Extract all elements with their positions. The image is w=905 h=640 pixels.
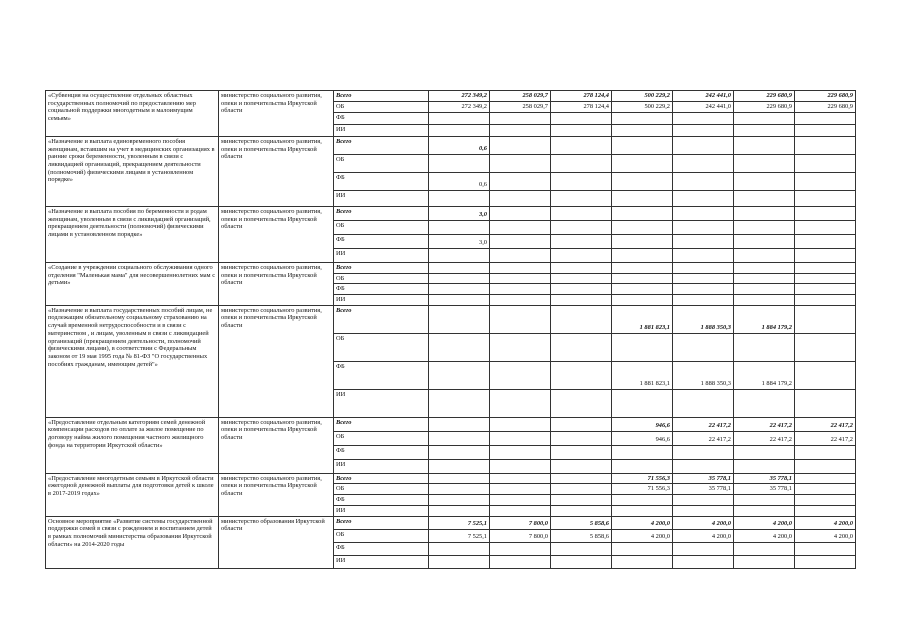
amount-cell: 946,6	[612, 431, 673, 445]
amount-cell	[490, 333, 551, 361]
amount-cell	[490, 361, 551, 389]
amount-cell	[612, 155, 673, 173]
funding-source-label: Всего	[334, 516, 429, 529]
amount-cell	[734, 113, 795, 125]
amount-cell: 1 888 350,3	[673, 305, 734, 333]
amount-cell	[795, 155, 856, 173]
amount-cell	[612, 137, 673, 155]
amount-cell	[551, 191, 612, 207]
amount-cell	[612, 235, 673, 249]
amount-cell	[551, 417, 612, 431]
amount-cell	[612, 221, 673, 235]
amount-cell	[795, 113, 856, 125]
funding-source-label: ИИ	[334, 125, 429, 137]
amount-cell	[734, 295, 795, 306]
amount-cell	[673, 263, 734, 274]
amount-cell	[429, 333, 490, 361]
amount-cell	[490, 542, 551, 555]
amount-cell	[612, 505, 673, 516]
amount-cell	[612, 249, 673, 263]
amount-cell	[795, 284, 856, 295]
amount-cell	[734, 221, 795, 235]
amount-cell	[490, 113, 551, 125]
amount-cell	[429, 155, 490, 173]
amount-cell: 4 200,0	[734, 516, 795, 529]
amount-cell	[490, 473, 551, 484]
amount-cell	[429, 505, 490, 516]
amount-cell: 22 417,2	[673, 431, 734, 445]
responsible-organization: министерство образования Иркутской области	[219, 516, 334, 568]
amount-cell	[795, 221, 856, 235]
amount-cell	[551, 305, 612, 333]
funding-source-label: ФБ	[334, 235, 429, 249]
amount-cell: 278 124,4	[551, 102, 612, 113]
funding-source-label: ФБ	[334, 284, 429, 295]
funding-source-label: ИИ	[334, 191, 429, 207]
amount-cell	[429, 263, 490, 274]
amount-cell: 229 680,9	[795, 91, 856, 102]
amount-cell: 229 680,9	[795, 102, 856, 113]
amount-cell: 500 229,2	[612, 91, 673, 102]
amount-cell	[795, 191, 856, 207]
amount-cell: 7 800,0	[490, 516, 551, 529]
amount-cell: 22 417,2	[734, 431, 795, 445]
amount-cell: 229 680,9	[734, 91, 795, 102]
amount-cell	[795, 207, 856, 221]
amount-cell	[429, 295, 490, 306]
amount-cell	[551, 295, 612, 306]
amount-cell: 7 525,1	[429, 529, 490, 542]
amount-cell	[490, 207, 551, 221]
amount-cell	[490, 295, 551, 306]
amount-cell	[429, 113, 490, 125]
amount-cell	[673, 191, 734, 207]
amount-cell	[673, 459, 734, 473]
amount-cell: 4 200,0	[795, 516, 856, 529]
amount-cell	[551, 542, 612, 555]
amount-cell	[551, 459, 612, 473]
measure-description: Основное мероприятие «Развитие системы государственной поддержки семей в связи с рождением и воспитанием детей в рамках полномочий министерства образования Иркутской области» на 2014-2020 годы	[46, 516, 219, 568]
amount-cell	[795, 505, 856, 516]
amount-cell	[429, 284, 490, 295]
amount-cell	[673, 173, 734, 191]
funding-source-label: ФБ	[334, 542, 429, 555]
amount-cell	[795, 263, 856, 274]
amount-cell	[795, 295, 856, 306]
funding-source-label: ОБ	[334, 529, 429, 542]
amount-cell	[429, 459, 490, 473]
amount-cell	[612, 495, 673, 506]
amount-cell	[551, 235, 612, 249]
amount-cell: 0,6	[429, 137, 490, 155]
amount-cell	[551, 221, 612, 235]
amount-cell	[551, 505, 612, 516]
amount-cell	[490, 235, 551, 249]
amount-cell: 242 441,0	[673, 102, 734, 113]
amount-cell: 35 778,1	[734, 473, 795, 484]
amount-cell: 229 680,9	[734, 102, 795, 113]
amount-cell	[673, 125, 734, 137]
amount-cell	[490, 221, 551, 235]
measure-description: «Создание в учреждении социального обслуживания одного отделения "Маленькая мама" для несовершеннолетних мам с детьми»	[46, 263, 219, 306]
amount-cell	[490, 273, 551, 284]
amount-cell	[612, 333, 673, 361]
amount-cell: 35 778,1	[673, 473, 734, 484]
amount-cell	[429, 221, 490, 235]
amount-cell	[490, 263, 551, 274]
responsible-organization: министерство социального развития, опеки и попечительства Иркутской области	[219, 91, 334, 137]
amount-cell	[551, 445, 612, 459]
amount-cell	[551, 249, 612, 263]
amount-cell	[673, 333, 734, 361]
amount-cell	[734, 333, 795, 361]
amount-cell: 22 417,2	[673, 417, 734, 431]
amount-cell	[734, 191, 795, 207]
amount-cell	[612, 173, 673, 191]
responsible-organization: министерство социального развития, опеки и попечительства Иркутской области	[219, 417, 334, 473]
amount-cell: 4 200,0	[734, 529, 795, 542]
amount-cell	[551, 495, 612, 506]
amount-cell: 5 858,6	[551, 516, 612, 529]
responsible-organization: министерство социального развития, опеки и попечительства Иркутской области	[219, 137, 334, 207]
amount-cell	[551, 125, 612, 137]
funding-source-label: ОБ	[334, 155, 429, 173]
table-row	[46, 207, 856, 221]
amount-cell: 7 525,1	[429, 516, 490, 529]
amount-cell	[673, 389, 734, 417]
amount-cell: 242 441,0	[673, 91, 734, 102]
amount-cell: 272 349,2	[429, 102, 490, 113]
funding-source-label: ИИ	[334, 249, 429, 263]
amount-cell	[551, 431, 612, 445]
funding-source-label: ФБ	[334, 495, 429, 506]
amount-cell	[551, 284, 612, 295]
measure-description: «Назначение и выплата единовременного пособия женщинам, вставшим на учет в медицинских организациях в ранние сроки беременности, уволенным в связи с ликвидацией организаций, прекращением деятельности (полномочий) физическими лицами в установленном порядке»	[46, 137, 219, 207]
amount-cell: 22 417,2	[734, 417, 795, 431]
funding-source-label: Всего	[334, 305, 429, 333]
amount-cell	[612, 263, 673, 274]
amount-cell	[490, 505, 551, 516]
funding-source-label: ФБ	[334, 173, 429, 191]
funding-source-label: Всего	[334, 91, 429, 102]
amount-cell: 1 884 179,2	[734, 305, 795, 333]
funding-source-label: ОБ	[334, 102, 429, 113]
amount-cell	[612, 542, 673, 555]
amount-cell	[734, 284, 795, 295]
amount-cell	[795, 173, 856, 191]
amount-cell	[612, 295, 673, 306]
amount-cell	[429, 555, 490, 568]
amount-cell	[795, 235, 856, 249]
amount-cell	[673, 221, 734, 235]
amount-cell	[795, 273, 856, 284]
amount-cell	[734, 495, 795, 506]
funding-source-label: Всего	[334, 207, 429, 221]
amount-cell: 946,6	[612, 417, 673, 431]
amount-cell	[551, 389, 612, 417]
amount-cell	[673, 295, 734, 306]
amount-cell	[490, 249, 551, 263]
amount-cell	[795, 473, 856, 484]
responsible-organization: министерство социального развития, опеки и попечительства Иркутской области	[219, 305, 334, 417]
amount-cell: 258 029,7	[490, 102, 551, 113]
amount-cell	[673, 555, 734, 568]
amount-cell	[490, 173, 551, 191]
funding-source-label: Всего	[334, 137, 429, 155]
funding-source-label: ОБ	[334, 484, 429, 495]
amount-cell: 4 200,0	[612, 516, 673, 529]
amount-cell	[490, 125, 551, 137]
amount-cell	[429, 417, 490, 431]
amount-cell	[429, 389, 490, 417]
amount-cell	[734, 445, 795, 459]
amount-cell	[734, 235, 795, 249]
amount-cell	[673, 235, 734, 249]
funding-source-label: ИИ	[334, 505, 429, 516]
amount-cell	[429, 542, 490, 555]
amount-cell	[734, 173, 795, 191]
amount-cell: 35 778,1	[673, 484, 734, 495]
measure-description: «Назначение и выплата пособия по беременности и родам женщинам, уволенным в связи с ликвидацией организаций, прекращением деятельности (полномочий) физическими лицами в установленном порядке»	[46, 207, 219, 263]
amount-cell	[673, 137, 734, 155]
funding-source-label: ФБ	[334, 361, 429, 389]
amount-cell	[551, 273, 612, 284]
amount-cell	[490, 495, 551, 506]
funding-source-label: ФБ	[334, 445, 429, 459]
amount-cell	[734, 249, 795, 263]
amount-cell	[795, 389, 856, 417]
amount-cell	[490, 555, 551, 568]
amount-cell	[612, 207, 673, 221]
amount-cell	[734, 125, 795, 137]
amount-cell	[551, 155, 612, 173]
amount-cell: 71 556,3	[612, 473, 673, 484]
measure-description: «Предоставление отдельным категориям семей денежной компенсации расходов по оплате за жилое помещение по договору найма жилого помещения частного жилищного фонда на территории Иркутской области»	[46, 417, 219, 473]
amount-cell	[490, 155, 551, 173]
amount-cell	[795, 495, 856, 506]
amount-cell	[612, 273, 673, 284]
amount-cell	[795, 555, 856, 568]
responsible-organization: министерство социального развития, опеки и попечительства Иркутской области	[219, 473, 334, 516]
amount-cell	[795, 361, 856, 389]
amount-cell: 258 029,7	[490, 91, 551, 102]
budget-table	[45, 90, 856, 569]
amount-cell	[612, 284, 673, 295]
amount-cell	[673, 505, 734, 516]
amount-cell	[734, 542, 795, 555]
table-row	[46, 91, 856, 102]
amount-cell	[429, 431, 490, 445]
amount-cell	[551, 173, 612, 191]
amount-cell	[734, 389, 795, 417]
amount-cell	[673, 445, 734, 459]
amount-cell: 5 858,6	[551, 529, 612, 542]
amount-cell	[429, 305, 490, 333]
amount-cell	[429, 249, 490, 263]
amount-cell	[551, 207, 612, 221]
amount-cell	[490, 445, 551, 459]
funding-source-label: ИИ	[334, 389, 429, 417]
amount-cell	[551, 555, 612, 568]
amount-cell	[795, 484, 856, 495]
amount-cell: 1 884 179,2	[734, 361, 795, 389]
amount-cell	[429, 445, 490, 459]
amount-cell	[795, 333, 856, 361]
table-row	[46, 417, 856, 431]
amount-cell	[429, 473, 490, 484]
amount-cell	[795, 445, 856, 459]
responsible-organization: министерство социального развития, опеки и попечительства Иркутской области	[219, 263, 334, 306]
amount-cell	[429, 484, 490, 495]
funding-source-label: ФБ	[334, 113, 429, 125]
amount-cell: 4 200,0	[612, 529, 673, 542]
amount-cell	[612, 555, 673, 568]
amount-cell	[673, 542, 734, 555]
amount-cell	[795, 459, 856, 473]
amount-cell: 1 881 823,1	[612, 305, 673, 333]
measure-description: «Предоставление многодетным семьям в Иркутской области ежегодной денежной выплаты для подготовки детей к школе в 2017-2019 годах»	[46, 473, 219, 516]
amount-cell: 4 200,0	[673, 529, 734, 542]
table-row	[46, 305, 856, 333]
amount-cell: 3,0	[429, 235, 490, 249]
amount-cell	[612, 389, 673, 417]
amount-cell	[673, 284, 734, 295]
amount-cell: 7 800,0	[490, 529, 551, 542]
amount-cell: 278 124,4	[551, 91, 612, 102]
amount-cell	[734, 155, 795, 173]
amount-cell	[429, 191, 490, 207]
funding-source-label: ОБ	[334, 273, 429, 284]
table-row	[46, 473, 856, 484]
amount-cell: 71 556,3	[612, 484, 673, 495]
amount-cell	[551, 263, 612, 274]
amount-cell: 4 200,0	[673, 516, 734, 529]
amount-cell	[673, 155, 734, 173]
amount-cell	[551, 113, 612, 125]
amount-cell	[490, 284, 551, 295]
amount-cell	[734, 207, 795, 221]
funding-source-label: ИИ	[334, 555, 429, 568]
amount-cell	[551, 361, 612, 389]
funding-source-label: ОБ	[334, 221, 429, 235]
responsible-organization: министерство социального развития, опеки и попечительства Иркутской области	[219, 207, 334, 263]
amount-cell	[673, 207, 734, 221]
amount-cell	[612, 125, 673, 137]
amount-cell	[612, 459, 673, 473]
amount-cell	[490, 191, 551, 207]
amount-cell	[612, 113, 673, 125]
amount-cell: 35 778,1	[734, 484, 795, 495]
funding-source-label: Всего	[334, 473, 429, 484]
measure-description: «Назначение и выплата государственных пособий лицам, не подлежащим обязательному социальному страхованию на случай временной нетрудоспособности и в связи с материнством , и лицам, уволенным в связи с ликвидацией организаций (прекращением деятельности, полномочий физическими лицами), в соответствии с Федеральным законом от 19 мая 1995 года № 81-ФЗ "О государственных пособиях гражданам, имеющим детей"»	[46, 305, 219, 417]
amount-cell	[734, 263, 795, 274]
funding-source-label: Всего	[334, 263, 429, 274]
funding-source-label: ИИ	[334, 459, 429, 473]
amount-cell: 3,0	[429, 207, 490, 221]
amount-cell	[429, 125, 490, 137]
amount-cell	[490, 459, 551, 473]
amount-cell: 22 417,2	[795, 431, 856, 445]
amount-cell	[734, 555, 795, 568]
amount-cell	[795, 125, 856, 137]
amount-cell: 22 417,2	[795, 417, 856, 431]
funding-source-label: Всего	[334, 417, 429, 431]
table-row	[46, 516, 856, 529]
amount-cell	[734, 459, 795, 473]
amount-cell	[490, 417, 551, 431]
amount-cell	[673, 249, 734, 263]
funding-source-label: ОБ	[334, 333, 429, 361]
amount-cell: 0,6	[429, 173, 490, 191]
amount-cell	[612, 191, 673, 207]
amount-cell	[490, 137, 551, 155]
amount-cell: 1 881 823,1	[612, 361, 673, 389]
amount-cell	[734, 137, 795, 155]
amount-cell	[795, 305, 856, 333]
amount-cell	[673, 495, 734, 506]
amount-cell	[734, 273, 795, 284]
amount-cell	[551, 484, 612, 495]
amount-cell: 1 888 350,3	[673, 361, 734, 389]
amount-cell	[795, 249, 856, 263]
amount-cell	[490, 389, 551, 417]
funding-source-label: ОБ	[334, 431, 429, 445]
amount-cell	[490, 484, 551, 495]
amount-cell	[795, 542, 856, 555]
amount-cell	[429, 361, 490, 389]
amount-cell	[429, 495, 490, 506]
amount-cell	[551, 473, 612, 484]
amount-cell: 4 200,0	[795, 529, 856, 542]
amount-cell	[551, 333, 612, 361]
amount-cell	[795, 137, 856, 155]
amount-cell	[429, 273, 490, 284]
amount-cell	[490, 305, 551, 333]
funding-source-label: ИИ	[334, 295, 429, 306]
measure-description: «Субвенция на осуществление отдельных областных государственных полномочий по предоставлению мер социальной поддержки многодетным и малоимущим семьям»	[46, 91, 219, 137]
amount-cell	[673, 273, 734, 284]
amount-cell: 500 229,2	[612, 102, 673, 113]
amount-cell	[490, 431, 551, 445]
table-row	[46, 137, 856, 155]
amount-cell	[734, 505, 795, 516]
amount-cell: 272 349,2	[429, 91, 490, 102]
table-row	[46, 263, 856, 274]
amount-cell	[612, 445, 673, 459]
amount-cell	[673, 113, 734, 125]
amount-cell	[551, 137, 612, 155]
